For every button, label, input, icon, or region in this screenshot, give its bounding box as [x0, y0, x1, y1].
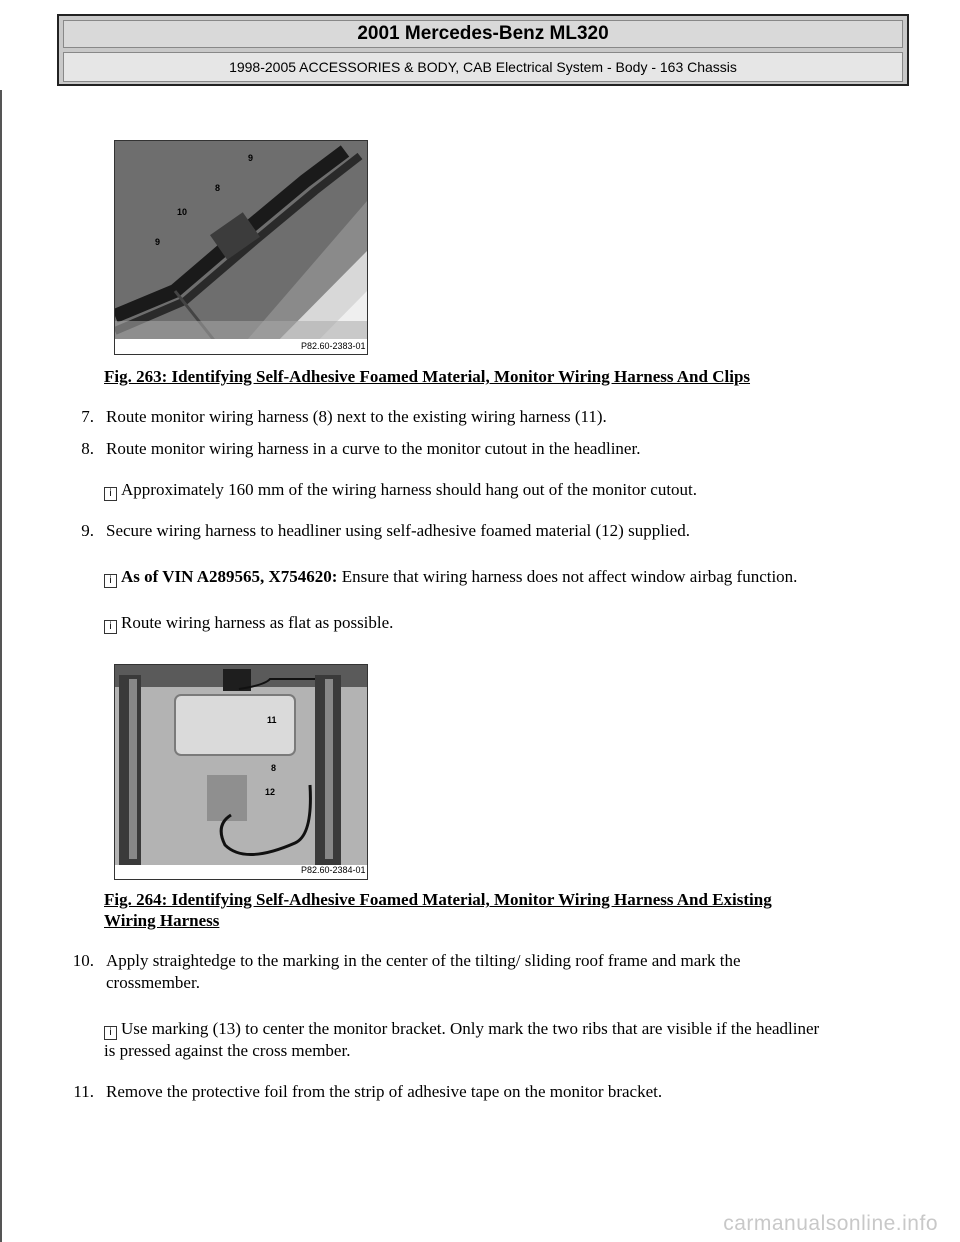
figure-263-callout: 9 — [248, 153, 254, 163]
figure-264-photo — [114, 664, 368, 880]
step-9-note-flat — [104, 612, 904, 634]
figure-264-caption-line2: Wiring Harness — [104, 911, 220, 930]
note-text: Approximately 160 mm of the wiring harness should hang out of the monitor cutout. — [121, 480, 698, 499]
step-10-note-continued — [104, 1040, 904, 1062]
step-8-note — [104, 479, 904, 501]
step-number: 10. — [72, 951, 94, 970]
step-text: Route monitor wiring harness in a curve to the monitor cutout in the headliner. — [106, 439, 641, 458]
step-number: 9. — [81, 521, 94, 540]
figure-264-code: P82.60-2384-01 — [301, 865, 366, 875]
page-header — [57, 14, 909, 86]
figure-264-illustration — [115, 665, 367, 879]
figure-263-callout: 10 — [177, 207, 188, 217]
step-number: 8. — [81, 439, 94, 458]
info-note-icon: i — [104, 487, 117, 501]
step-number: 11. — [73, 1082, 94, 1101]
figure-264-callout: 8 — [271, 763, 277, 773]
figure-263-photo — [114, 140, 368, 355]
figure-264-callout: 12 — [265, 787, 276, 797]
step-9-note-vin — [104, 566, 904, 588]
manual-section-subtitle: 1998-2005 ACCESSORIES & BODY, CAB Electrical System - Body - 163 Chassis — [63, 52, 903, 82]
info-note-icon: i — [104, 620, 117, 634]
figure-263-caption: Fig. 263: Identifying Self-Adhesive Foamed Material, Monitor Wiring Harness And Clips — [104, 367, 751, 386]
step-text: Route monitor wiring harness (8) next to the existing wiring harness (11). — [106, 407, 607, 426]
step-text: Secure wiring harness to headliner using self-adhesive foamed material (12) supplied. — [106, 521, 690, 540]
step-text: Remove the protective foil from the strip of adhesive tape on the monitor bracket. — [106, 1082, 663, 1101]
site-watermark: carmanualsonline.info — [723, 1212, 938, 1235]
left-margin-rule — [0, 90, 2, 1242]
note-text: Ensure that wiring harness does not affect window airbag function. — [337, 567, 798, 586]
step-10-note — [104, 1018, 904, 1040]
figure-263-callout: 8 — [215, 183, 221, 193]
figure-263-callout: 9 — [155, 237, 161, 247]
manual-title: 2001 Mercedes-Benz ML320 — [63, 20, 903, 48]
figure-263-code: P82.60-2383-01 — [301, 341, 366, 351]
figure-264-caption-line1: Fig. 264: Identifying Self-Adhesive Foamed Material, Monitor Wiring Harness And Existing — [104, 890, 772, 909]
step-number: 7. — [81, 407, 94, 426]
info-note-icon: i — [104, 574, 117, 588]
note-text: Route wiring harness as flat as possible. — [121, 613, 394, 632]
vin-note-label: As of VIN A289565, X754620: — [121, 567, 338, 586]
step-text-line2: crossmember. — [106, 973, 200, 992]
figure-264-callout: 11 — [267, 715, 277, 725]
info-note-icon: i — [104, 1026, 117, 1040]
note-text-line1: Use marking (13) to center the monitor bracket. Only mark the two ribs that are visible if the headliner — [121, 1019, 820, 1038]
figure-263-illustration — [115, 141, 367, 354]
note-text-line2: is pressed against the cross member. — [104, 1041, 351, 1060]
step-text-line1: Apply straightedge to the marking in the center of the tilting/ sliding roof frame and mark the — [106, 951, 741, 970]
